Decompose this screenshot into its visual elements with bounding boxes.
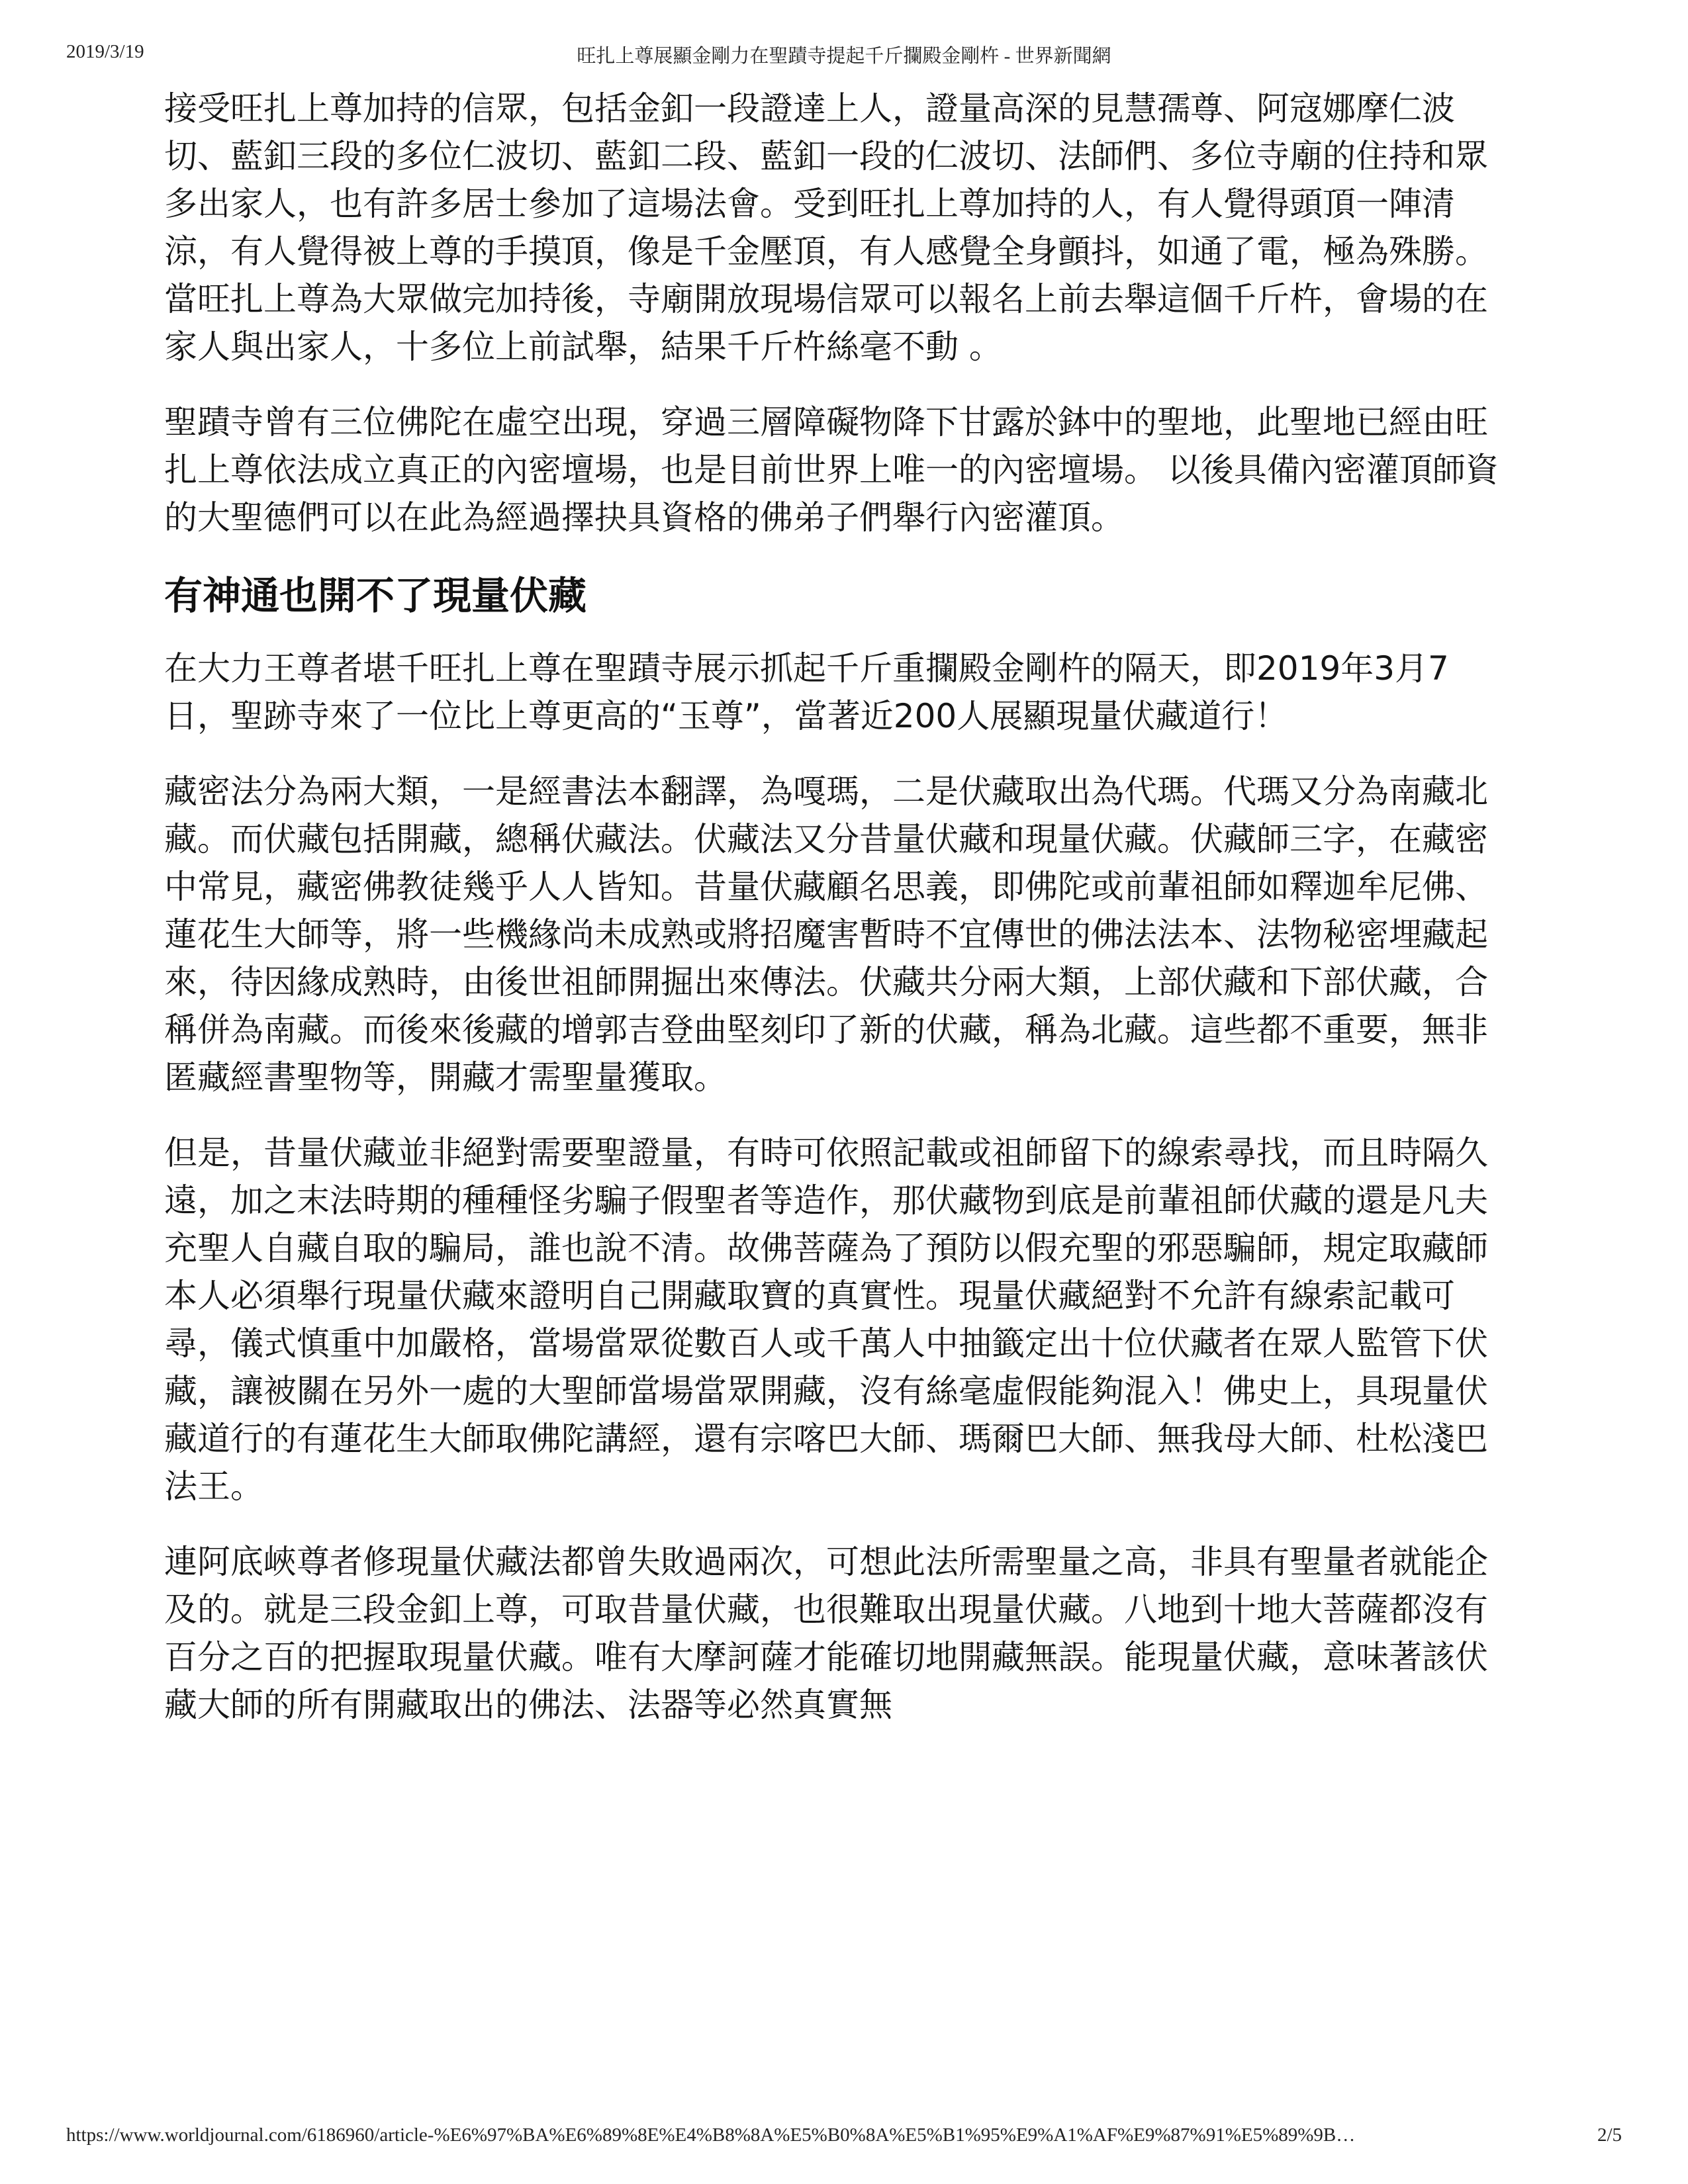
section-heading: 有神通也開不了現量伏藏 <box>164 573 587 618</box>
article-paragraph: 在大力王尊者堪千旺扎上尊在聖蹟寺展示抓起千斤重攔殿金剛杵的隔天，即2019年3月7日，聖跡寺來了一位比上尊更高的“玉尊”，當著近200人展顯現量伏藏道行！ <box>164 649 1449 735</box>
article-paragraph: 聖蹟寺曾有三位佛陀在虛空出現，穿過三層障礙物降下甘露於鉢中的聖地，此聖地已經由旺扎上尊依法成立真正的內密壇場，也是目前世界上唯一的內密壇場。 以後具備內密灌頂師資的大聖德們可以在此為經過擇抉具資格的佛弟子們舉行內密灌頂。 <box>164 403 1499 537</box>
print-footer <box>66 2124 1622 2151</box>
print-date: 2019/3/19 <box>66 41 144 62</box>
article-paragraph: 接受旺扎上尊加持的信眾，包括金釦一段證達上人，證量高深的見慧孺尊、阿寇娜摩仁波切、藍釦三段的多位仁波切、藍釦二段、藍釦一段的仁波切、法師們、多位寺廟的住持和眾多出家人，也有許多居士參加了這場法會。受到旺扎上尊加持的人，有人覺得頭頂一陣清涼，有人覺得被上尊的手摸頂，像是千金壓頂，有人感覺全身顫抖，如通了電，極為殊勝。當旺扎上尊為大眾做完加持後，寺廟開放現場信眾可以報名上前去舉這個千斤杵，會場的在家人與出家人，十多位上前試舉，結果千斤杵絲毫不動 。 <box>164 89 1488 366</box>
article-paragraph: 藏密法分為兩大類，一是經書法本翻譯，為嘎瑪，二是伏藏取出為代瑪。代瑪又分為南藏北藏。而伏藏包括開藏，總稱伏藏法。伏藏法又分昔量伏藏和現量伏藏。伏藏師三字，在藏密中常見，藏密佛教徒幾乎人人皆知。昔量伏藏顧名思義，即佛陀或前輩祖師如釋迦牟尼佛、蓮花生大師等，將一些機緣尚未成熟或將招魔害暫時不宜傳世的佛法法本、法物秘密埋藏起來，待因緣成熟時，由後世祖師開掘出來傳法。伏藏共分兩大類，上部伏藏和下部伏藏，合稱併為南藏。而後來後藏的增郭吉登曲堅刻印了新的伏藏，稱為北藏。這些都不重要，無非匿藏經書聖物等，開藏才需聖量獲取。 <box>164 772 1488 1097</box>
print-header <box>66 41 1622 68</box>
article-paragraph: 但是，昔量伏藏並非絕對需要聖證量，有時可依照記載或祖師留下的線索尋找，而且時隔久遠，加之末法時期的種種怪劣騙子假聖者等造作，那伏藏物到底是前輩祖師伏藏的還是凡夫充聖人自藏自取的騙局，誰也說不清。故佛菩薩為了預防以假充聖的邪惡騙師，規定取藏師本人必須舉行現量伏藏來證明自己開藏取寶的真實性。現量伏藏絕對不允許有線索記載可尋，儀式慎重中加嚴格，當場當眾從數百人或千萬人中抽籤定出十位伏藏者在眾人監管下伏藏，讓被關在另外一處的大聖師當場當眾開藏，沒有絲毫虛假能夠混入！佛史上，具現量伏藏道行的有蓮花生大師取佛陀講經，還有宗喀巴大師、瑪爾巴大師、無我母大師、杜松淺巴法王。 <box>164 1134 1488 1506</box>
article-body <box>164 85 1515 1756</box>
page-number: 2/5 <box>1597 2124 1622 2146</box>
page-url: https://www.worldjournal.com/6186960/article-%E6%97%BA%E6%89%8E%E4%B8%8A%E5%B0%8A%E5%B1%95%E9%A1%AF%E9%87%91%E5%89%9B… <box>66 2124 1356 2146</box>
article-paragraph: 連阿底峽尊者修現量伏藏法都曾失敗過兩次，可想此法所需聖量之高，非具有聖量者就能企及的。就是三段金釦上尊，可取昔量伏藏，也很難取出現量伏藏。八地到十地大菩薩都沒有百分之百的把握取現量伏藏。唯有大摩訶薩才能確切地開藏無誤。能現量伏藏，意味著該伏藏大師的所有開藏取出的佛法、法器等必然真實無 <box>164 1543 1488 1724</box>
print-page-title: 旺扎上尊展顯金剛力在聖蹟寺提起千斤攔殿金剛杵 - 世界新聞網 <box>577 46 1111 67</box>
